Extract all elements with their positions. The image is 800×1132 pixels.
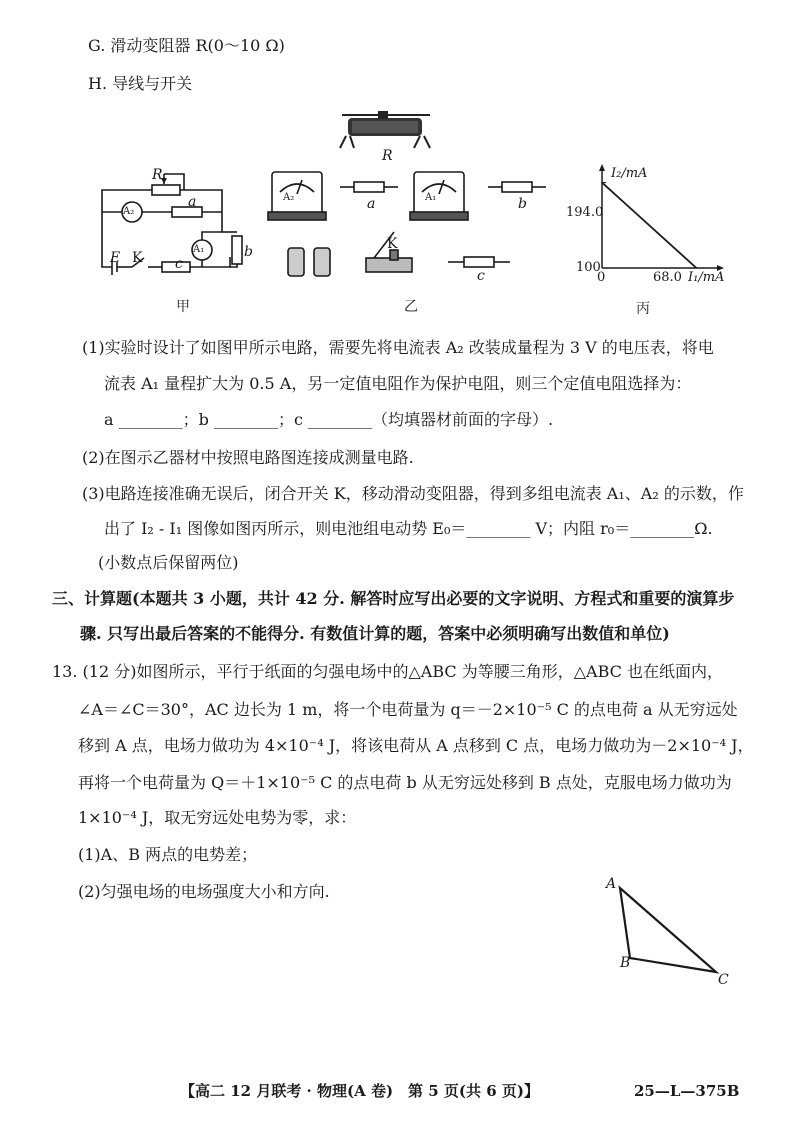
bing-x-tick-68: 68.0	[653, 270, 682, 285]
series-line	[602, 183, 696, 268]
triangle-label-C: C	[718, 972, 729, 988]
jia-label-b: b	[244, 244, 253, 260]
bing-y-tick-194: 194.0	[566, 205, 604, 220]
jia-label-R: R	[152, 167, 163, 183]
jia-label-c: c	[175, 256, 183, 272]
q1-line1: (1)实验时设计了如图甲所示电路，需要先将电流表 A₂ 改装成量程为 3 V 的电压表，将电	[82, 338, 714, 357]
q3-line2: 出了 I₂ - I₁ 图像如图丙所示，则电池组电动势 E₀＝________ V；内阻 r₀＝________Ω.	[104, 519, 713, 538]
rheostat-label: R	[382, 148, 393, 164]
yi-label-A2: A₂	[283, 192, 295, 203]
p13-sub2: (2)匀强电场的电场强度大小和方向.	[78, 882, 330, 901]
yi-label-A1: A₁	[425, 192, 437, 203]
yi-caption: 乙	[404, 299, 418, 315]
triangle-label-B: B	[620, 955, 631, 971]
jia-label-A1: A₁	[193, 244, 205, 255]
p13-line1: 13. (12 分)如图所示，平行于纸面的匀强电场中的△ABC 为等腰三角形，△ABC 也在纸面内，	[52, 662, 723, 681]
triangle-label-A: A	[606, 876, 617, 892]
jia-label-A2: A₂	[123, 206, 135, 217]
p13-line4: 再将一个电荷量为 Q＝＋1×10⁻⁵ C 的点电荷 b 从无穷远处移到 B 点处，克服电场力做功为	[78, 773, 732, 792]
footer-code: 25—L—375B	[634, 1082, 740, 1100]
q3-line1: (3)电路连接准确无误后，闭合开关 K，移动滑动变阻器，得到多组电流表 A₁、A₂ 的示数，作	[82, 484, 744, 503]
p13-sub1: (1)A、B 两点的电势差；	[78, 845, 258, 864]
equipment-h: H. 导线与开关	[88, 74, 193, 93]
bing-y-tick-100: 100	[576, 260, 601, 275]
yi-label-c: c	[477, 268, 485, 284]
q1-line2: 流表 A₁ 量程扩大为 0.5 A，另一定值电阻作为保护电阻，则三个定值电阻选择为：	[104, 374, 692, 393]
footer-center: 【高二 12 月联考 · 物理(A 卷) 第 5 页(共 6 页)】	[180, 1082, 539, 1100]
section3-line1: 三、计算题(本题共 3 小题，共计 42 分. 解答时应写出必要的文字说明、方程式和重要的演算步	[52, 589, 735, 608]
jia-label-K: K	[132, 250, 143, 266]
bing-caption: 丙	[636, 301, 650, 317]
section3-line2: 骤. 只写出最后答案的不能得分. 有数值计算的题，答案中必须明确写出数值和单位)	[80, 624, 670, 643]
p13-line2: ∠A＝∠C＝30°，AC 边长为 1 m，将一个电荷量为 q＝－2×10⁻⁵ C 的点电荷 a 从无穷远处	[78, 700, 738, 719]
jia-caption: 甲	[176, 299, 190, 315]
equipment-g: G. 滑动变阻器 R(0～10 Ω)	[88, 36, 285, 55]
yi-label-K: K	[387, 236, 398, 252]
yi-label-a: a	[367, 196, 376, 212]
q3-line3: (小数点后保留两位)	[98, 553, 239, 572]
bing-x-label: I₁/mA	[688, 270, 725, 285]
equipment-yi	[264, 162, 584, 282]
q2: (2)在图示乙器材中按照电路图连接成测量电路.	[82, 448, 414, 467]
jia-label-E: E	[110, 250, 121, 266]
q1-line3: a ________；b ________；c ________（均填器材前面的字母）.	[104, 410, 554, 429]
jia-label-a: a	[188, 194, 197, 210]
y-axis-arrow	[599, 164, 605, 171]
p13-line3: 移到 A 点，电场力做功为 4×10⁻⁴ J，将该电荷从 A 点移到 C 点，电场力做功为－2×10⁻⁴ J，	[78, 736, 754, 755]
p13-line5: 1×10⁻⁴ J，取无穷远处电势为零，求：	[78, 808, 357, 827]
bing-origin: 0	[597, 270, 606, 285]
bing-y-label: I₂/mA	[611, 166, 648, 181]
triangle-shape	[620, 888, 716, 972]
yi-label-b: b	[518, 196, 527, 212]
